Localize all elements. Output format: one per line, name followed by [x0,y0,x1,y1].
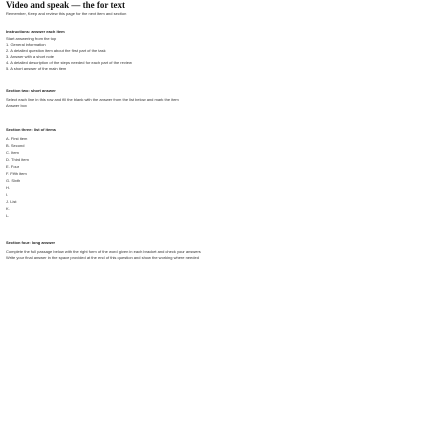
list-item: I. [6,192,9,197]
intro-line: 3. Answer with a short note [6,54,55,59]
list-item: A. First item [6,136,28,141]
section-two-line: Answer box [6,103,27,108]
document-title: Video and speak — the for text [6,0,125,10]
intro-line: 4. A detailed description of the steps needed for each part of the review [6,60,132,65]
list-item: C. Item [6,150,19,155]
section-four-line: Write your final answer in the space provided at the end of this question and show the working where needed [6,255,199,260]
document-subtitle: Remember, Keep and review this page for the next item and section [6,11,127,16]
list-item: K. [6,206,10,211]
list-item: H. [6,185,10,190]
list-item: L. [6,213,10,218]
list-item: E. Four [6,164,20,169]
section-two-line: Select each line in this row and fill the blank with the answer from the list below and mark the item [6,97,179,102]
list-item: J. List [6,199,17,204]
intro-line: Instructions: answer each item [6,29,65,34]
list-item: B. Second [6,143,25,148]
list-item: G. Sixth [6,178,21,183]
list-item: F. Fifth item [6,171,27,176]
intro-line: 1. General information [6,42,46,47]
section-four-heading: Section four: long answer [6,240,56,245]
intro-line: Start answering from the top [6,36,57,41]
list-item: D. Third item [6,157,29,162]
section-four-line: Complete the full passage below with the right form of the word given in each bracket and check your answers [6,249,201,254]
intro-line: 5. A short answer of the main item [6,66,67,71]
intro-line: 2. A detailed question item about the first part of the task [6,48,106,53]
section-two-heading: Section two: short answer [6,88,56,93]
section-three-heading: Section three: list of items [6,127,57,132]
